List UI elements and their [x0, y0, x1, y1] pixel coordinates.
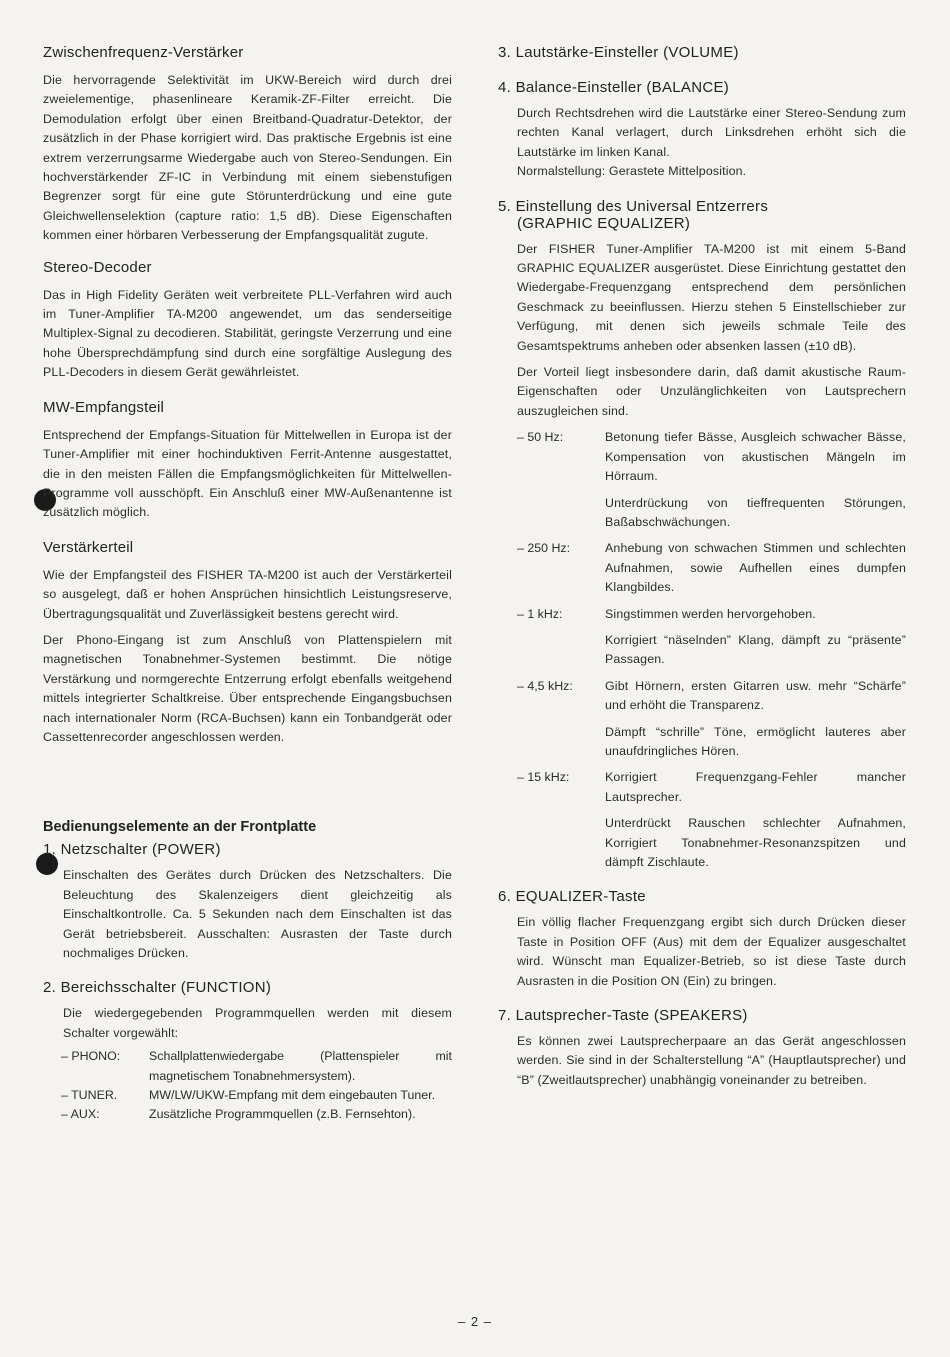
stereo-heading: Stereo-Decoder [43, 258, 152, 276]
eq-text-1: Der FISHER Tuner-Amplifier TA-M200 ist mit einem 5-Band GRAPHIC EQUALIZER ausgerüstet. Diese Einrichtung gestattet den Wiedergabe-Frequenzgang entsprechend dem persönlichen Geschmack zu beeinflussen. Hierzu stehen 5 Einstellschieber zur Verfügung, mit denen sich jeweils schmale Teile des Gesamtspektrums anheben oder absenken lassen (±10 dB). [517, 241, 906, 353]
function-heading: 2. Bereichsschalter (FUNCTION) [43, 979, 272, 997]
list-item [517, 761, 906, 872]
speakers-text: Es können zwei Lautsprecherpaare an das Gerät angeschlossen werden. Sie sind in der Schalterstellung “A” (Hauptlautsprecher) und “B” (Zweitlautsprecher) unabhängig voneinander zu betreiben. [517, 1034, 906, 1087]
eq-button-text: Ein völlig flacher Frequenzgang ergibt sich durch Drücken dieser Taste in Position OFF (Aus) mit dem der Equalizer ausgeschaltet wird. Wünscht man Equalizer-Betrieb, so ist diese Taste durch Ausrasten in die Position ON (Ein) zu bringen. [517, 915, 906, 988]
mw-heading: MW-Empfangsteil [43, 398, 165, 416]
eq-heading-2: (GRAPHIC EQUALIZER) [517, 214, 691, 232]
amp-text-1: Wie der Empfangsteil des FISHER TA-M200 ist auch der Verstärkerteil so ausgelegt, daß er hohen Ansprüchen hinsichtlich Leistungsreserve, Übertragungsqualität und Zuverlässigkeit bestens gerecht wird. [43, 567, 452, 621]
band-label: – 4,5 kHz: [517, 678, 573, 693]
power-text: Einschalten des Gerätes durch Drücken des Netzschalters. Die Beleuchtung des Skalenzeigers dient gleichzeitig als Einschaltkontrolle. Ca. 5 Sekunden nach dem Einschalten ist das Gerät betriebsbereit. Ausschalten: Ausrasten der Taste durch nochmaliges Drücken. [63, 868, 452, 960]
left-column [43, 44, 452, 1125]
list-item [61, 1086, 452, 1105]
function-item-label: – AUX: [61, 1107, 100, 1122]
eq-text-2: Der Vorteil liegt insbesondere darin, daß damit akustische Raum-Eigenschaften oder Unzulänglichkeiten von Lautsprechern auszugleichen sind. [517, 365, 906, 418]
power-heading: 1. Netzschalter (POWER) [43, 841, 221, 859]
band-text: Dämpft “schrille” Töne, ermöglicht lauteres aber unaufdringliches Hören. [605, 724, 906, 758]
amp-heading: Verstärkerteil [43, 538, 134, 556]
eq-heading-1: 5. Einstellung des Universal Entzerrers [498, 197, 769, 215]
band-label: – 250 Hz: [517, 541, 571, 556]
band-label: – 1 kHz: [517, 606, 563, 621]
list-item [517, 670, 906, 762]
band-text: Singstimmen werden hervorgehoben. [605, 606, 816, 621]
function-item-label: – TUNER. [61, 1088, 118, 1103]
function-list [61, 1047, 452, 1125]
balance-text: Durch Rechtsdrehen wird die Lautstärke einer Stereo-Sendung zum rechten Kanal verlagert, durch Linksdrehen erhöht sich die Lautstärke im linken Kanal. [517, 106, 906, 159]
band-text: Betonung tiefer Bässe, Ausgleich schwacher Bässe, Kompensation von akustischen Mängeln im Hörraum. [605, 430, 906, 484]
right-column [498, 44, 906, 1090]
function-text: Die wiedergegebenden Programmquellen werden mit diesem Schalter vorgewählt: [63, 1006, 452, 1040]
function-item-label: – PHONO: [61, 1049, 121, 1064]
band-label: – 50 Hz: [517, 430, 564, 445]
volume-heading: 3. Lautstärke-Einsteller (VOLUME) [498, 44, 739, 61]
band-text: Unterdrückt Rauschen schlechter Aufnahmen, Korrigiert Tonabnehmer-Resonanzspitzen und dämpft Zischlaute. [605, 816, 906, 869]
function-item-text: Schallplattenwiedergabe (Plattenspieler mit magnetischem Tonabnehmersystem). [149, 1049, 452, 1083]
band-text: Unterdrückung von tieffrequenten Störungen, Baßabschwächungen. [605, 495, 906, 529]
stereo-text: Das in High Fidelity Geräten weit verbreitete PLL-Verfahren wird auch im Tuner-Amplifier TA-M200 angewendet, um das senderseitige Multiplex-Signal zu decodieren. Stabilität, geringste Verzerrung und eine hohe Übersprechdämpfung sind durch eine sorgfältige Auslegung des PLL-Decoders in diesem Gerät gewährleistet. [43, 287, 452, 380]
function-item-text: Zusätzliche Programmquellen (z.B. Fernsehton). [149, 1107, 416, 1122]
list-item [517, 532, 906, 597]
balance-heading: 4. Balance-Einsteller (BALANCE) [498, 79, 730, 96]
list-item [517, 428, 906, 532]
band-text: Korrigiert Frequenzgang-Fehler mancher Lautsprecher. [605, 770, 906, 804]
band-text: Anhebung von schwachen Stimmen und schlechten Aufnahmen, sowie Aufhellen eines dumpfen Klangbildes. [605, 541, 906, 595]
list-item [517, 598, 906, 670]
zf-heading: Zwischenfrequenz-Verstärker [43, 44, 244, 61]
function-item-text: MW/LW/UKW-Empfang mit dem eingebauten Tuner. [149, 1088, 436, 1103]
list-item [61, 1047, 452, 1086]
controls-heading: Bedienungselemente an der Frontplatte [43, 819, 317, 836]
mw-text: Entsprechend der Empfangs-Situation für Mittelwellen in Europa ist der Tuner-Amplifier mit einer hochinduktiven Ferrit-Antenne ausgestattet, die in den meisten Fällen die Empfangsmöglichkeiten für Mittelwellen-Programme voll ausschöpft. Ein Anschluß einer MW-Außenantenne ist zusätzlich möglich. [43, 427, 452, 520]
amp-text-2: Der Phono-Eingang ist zum Anschluß von Plattenspielern mit magnetischen Tonabnehmer-Systemen bestimmt. Die nötige Verstärkung und normgerechte Entzerrung erfolgt ebenfalls weitgehend mittels integrierter Schaltkreise. Über entsprechende Eingangsbuchsen nach internationaler Norm (RCA-Buchsen) kann ein Tonbandgerät oder Cassettenrecorder angeschlossen werden. [43, 632, 452, 744]
speakers-heading: 7. Lautsprecher-Taste (SPEAKERS) [498, 1007, 748, 1025]
band-text: Gibt Hörnern, ersten Gitarren usw. mehr “Schärfe” und erhöht die Transparenz. [605, 678, 906, 713]
balance-normal: Normalstellung: Gerastete Mittelposition. [517, 164, 747, 179]
eq-button-heading: 6. EQUALIZER-Taste [498, 888, 646, 906]
page-number: – 2 – [458, 1314, 492, 1329]
band-label: – 15 kHz: [517, 770, 570, 785]
list-item [61, 1105, 452, 1124]
band-text: Korrigiert “näselnden” Klang, dämpft zu “präsente” Passagen. [605, 632, 906, 667]
zf-text: Die hervorragende Selektivität im UKW-Bereich wird durch drei zweielementige, phasenlineare Keramik-ZF-Filter erreicht. Die Demodulation erfolgt über einen Breitband-Quadratur-Detektor, der zusätzlich in der Phase korrigiert wird. Das praktische Ergebnis ist eine extrem verzerrungsarme Wiedergabe auch von Stereo-Sendungen. Ein hochverstärkender ZF-IC in Verbindung mit einem siebenstufigen Begrenzer sorgt für eine gute Störunterdrückung und eine gute Gleichwellenselektion (capture ratio: 1,5 dB). Diese Eigenschaften kommen einer hörbaren Verbesserung der Empfangsqualität zugute. [43, 73, 452, 243]
eq-band-list [517, 428, 906, 872]
